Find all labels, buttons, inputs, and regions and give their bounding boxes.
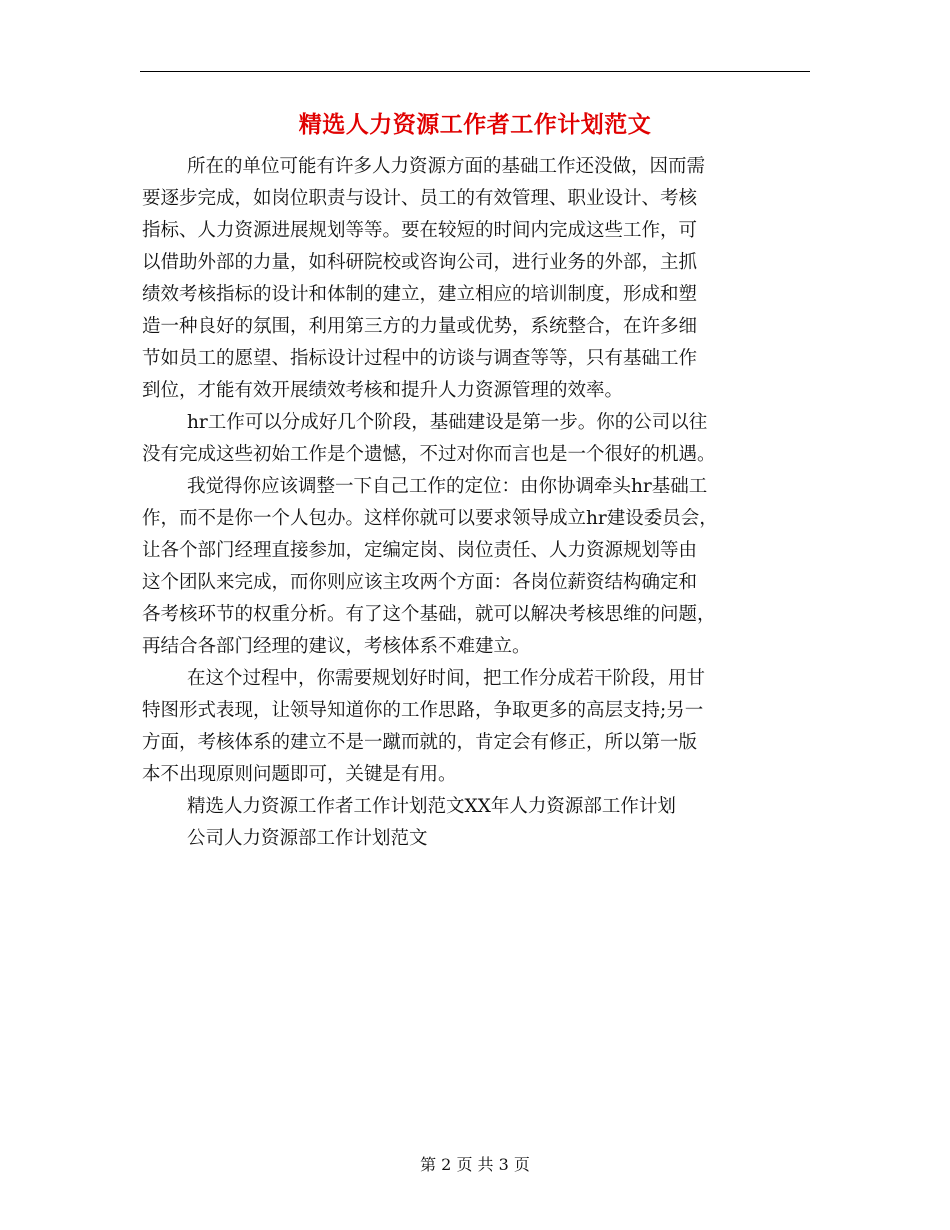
text-line: 造一种良好的氛围，利用第三方的力量或优势，系统整合，在许多细 (142, 316, 698, 337)
text-line: 指标、人力资源进展规划等等。要在较短的时间内完成这些工作，可 (142, 220, 698, 241)
text-line: 所在的单位可能有许多人力资源方面的基础工作还没做，因而需 (187, 156, 706, 177)
text-line: 作，而不是你一个人包办。这样你就可以要求领导成立hr建设委员会， (142, 508, 718, 529)
text-line: 没有完成这些初始工作是个遗憾，不过对你而言也是一个很好的机遇。 (142, 444, 716, 465)
text-line: 在这个过程中，你需要规划好时间，把工作分成若干阶段，用甘 (187, 668, 706, 689)
text-line: 我觉得你应该调整一下自己工作的定位：由你协调牵头hr基础工 (187, 476, 708, 497)
document-title: 精选人力资源工作者工作计划范文 (298, 111, 652, 138)
text-line: 这个团队来完成，而你则应该主攻两个方面：各岗位薪资结构确定和 (142, 572, 698, 593)
header-rule (140, 71, 810, 72)
text-line: 到位，才能有效开展绩效考核和提升人力资源管理的效率。 (142, 380, 624, 401)
text-line: 绩效考核指标的设计和体制的建立，建立相应的培训制度，形成和塑 (142, 284, 698, 305)
text-line: 再结合各部门经理的建议，考核体系不难建立。 (142, 636, 531, 657)
text-line: 本不出现原则问题即可，关键是有用。 (142, 764, 457, 785)
related-link: 精选人力资源工作者工作计划范文XX年人力资源部工作计划 (187, 796, 676, 817)
text-line: 让各个部门经理直接参加，定编定岗、岗位责任、人力资源规划等由 (142, 540, 698, 561)
related-link: 公司人力资源部工作计划范文 (187, 828, 428, 849)
text-line: 特图形式表现，让领导知道你的工作思路，争取更多的高层支持;另一 (142, 700, 704, 721)
text-line: 节如员工的愿望、指标设计过程中的访谈与调查等等，只有基础工作 (142, 348, 698, 369)
text-line: 以借助外部的力量，如科研院校或咨询公司，进行业务的外部，主抓 (142, 252, 698, 273)
page-number: 第 2 页 共 3 页 (420, 1155, 530, 1174)
text-line: 方面，考核体系的建立不是一蹴而就的，肯定会有修正，所以第一版 (142, 732, 698, 753)
text-line: 要逐步完成，如岗位职责与设计、员工的有效管理、职业设计、考核 (142, 188, 698, 209)
text-line: 各考核环节的权重分析。有了这个基础，就可以解决考核思维的问题， (142, 604, 716, 625)
document-body (142, 151, 810, 855)
text-line: hr工作可以分成好几个阶段，基础建设是第一步。你的公司以往 (187, 412, 708, 433)
